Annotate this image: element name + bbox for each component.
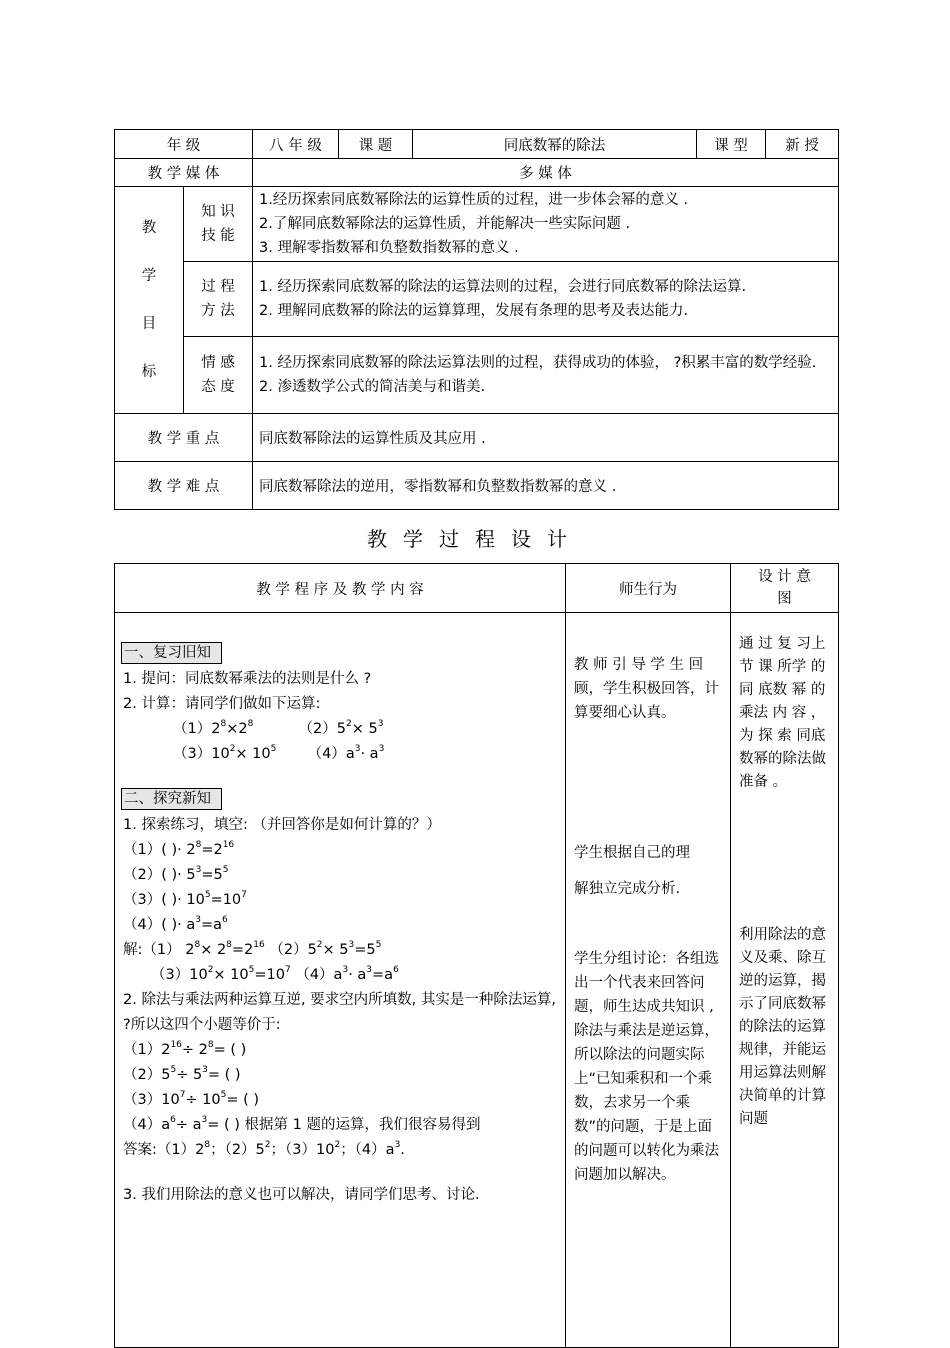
- calc-1: $(1)2^8\times 2^8$: [173, 719, 254, 737]
- objective-line: 1.经历探索同底数幂除法的运算性质的过程，进一步体会幂的意义 .: [259, 192, 689, 208]
- objectives-label: [115, 187, 184, 414]
- design-intent: [731, 613, 839, 1348]
- inverse-text: 2. 除法与乘法两种运算互逆, 要求空内所填数, 其实是一种除法运算, ?所以这四个小题等价于:: [123, 992, 556, 1033]
- objective-line: 3. 理解零指数幂和负整数指数幂的意义 .: [259, 240, 519, 256]
- section-explore: 二、探究新知: [121, 788, 222, 810]
- action-self-b: 解独立完成分析.: [574, 881, 681, 897]
- knowledge-skill-label: [184, 187, 253, 262]
- process-method-label: [184, 262, 253, 337]
- objective-line: 1. 经历探索同底数幂的除法的运算法则的过程，会进行同底数幂的除法运算.: [259, 279, 747, 295]
- process-title: 教学过程设计: [367, 527, 583, 551]
- col2-header: 师生行为: [566, 564, 731, 613]
- question-1: 1. 提问：同底数幂乘法的法则是什么 ?: [123, 671, 372, 687]
- media-label: 教 学 媒 体: [115, 159, 253, 187]
- process-method-content: [253, 262, 839, 337]
- process-label-line: 方 法: [201, 303, 235, 319]
- type-label: 课 型: [697, 130, 766, 159]
- calc-row: [123, 742, 559, 767]
- objectives-char: 标: [141, 364, 157, 380]
- topic-value: 同底数幂的除法: [413, 130, 697, 159]
- teacher-student-actions: [566, 613, 731, 1348]
- objective-line: 2. 渗透数学公式的简洁美与和谐美.: [259, 379, 486, 395]
- col3-header-line: 图: [777, 591, 792, 607]
- div-3: $(3)10^7\div 10^5=$ ( ): [123, 1090, 260, 1108]
- topic-label: 课 题: [339, 130, 413, 159]
- emotion-label-line: 态 度: [201, 379, 235, 395]
- action-self-a: 学生根据自己的理: [574, 845, 690, 861]
- grade-value: 八 年 级: [253, 130, 339, 159]
- solution-a: 解:（1） $2^8\times 2^8=2^{16}$ $(2)5^2\times 5^3=5^5$: [123, 940, 382, 958]
- action-discuss: 学生分组讨论：各组选出一个代表来回答问题，师生达成共知识 ,除法与乘法是逆运算，所以除法的问题实际上“已知乘积和一个乘数，去求另一个乘数”的问题，于是上面的问题可以转化为乘法问题加以解决。: [574, 951, 719, 1183]
- question-2: 2. 计算：请同学们做如下运算:: [123, 696, 321, 712]
- answer-line: 答案$:(1)2^8$；$(2)5^2$；$(3)10^2$；$(4)a^3$.: [123, 1140, 405, 1158]
- grade-label: 年 级: [115, 130, 253, 159]
- knowledge-skill-content: [253, 187, 839, 262]
- question-3: 3. 我们用除法的意义也可以解决，请同学们思考、讨论.: [123, 1187, 480, 1203]
- col1-header: 教 学 程 序 及 教 学 内 容: [115, 564, 566, 613]
- type-value: 新 授: [766, 130, 839, 159]
- calc-2: $(2)5^2\times 5^3$: [298, 719, 384, 737]
- objective-line: 1. 经历探索同底数幂的除法运算法则的过程，获得成功的体验， ?积累丰富的数学经验.: [259, 355, 817, 371]
- fill-3: （3）( )· $10^5=10^7$: [123, 890, 247, 908]
- intent-review: 通 过 复 习上 节 课 所学 的 同 底数 幂 的 乘法 内 容 ，为 探 索 同底数幂的除法做 准备 。: [739, 636, 826, 790]
- fill-4: （4）( )· $a^3=a^6$: [123, 915, 228, 933]
- lesson-info-table: [114, 129, 839, 510]
- objective-line: 2. 理解同底数幂的除法的运算算理，发展有条理的思考及表达能力.: [259, 303, 689, 319]
- process-label-line: 过 程: [201, 279, 235, 295]
- div-2: $(2)5^5\div 5^3=$ ( ): [123, 1065, 241, 1083]
- explore-intro: 1. 探索练习，填空: （并回答你是如何计算的？）: [123, 817, 441, 833]
- knowledge-label-line: 技 能: [201, 228, 235, 244]
- emotion-label-line: 情 感: [201, 355, 235, 371]
- intent-explore: 利用除法的意义及乘、除互逆的运算，揭示了同底数幂的除法的运算规律，并能运用运算法则解决简单的计算问题: [739, 927, 826, 1127]
- solution-b: $(3)10^2\times 10^5=10^7$ $(4)a^3\cdot a^3=a^6$: [151, 965, 399, 983]
- objective-line: 2.了解同底数幂除法的运算性质，并能解决一些实际问题 .: [259, 216, 631, 232]
- process-table: [114, 563, 839, 1348]
- teaching-content: [115, 613, 566, 1348]
- objectives-char: 教: [141, 220, 157, 236]
- calc-row: [123, 717, 559, 742]
- section-review: 一、复习旧知: [121, 642, 222, 664]
- emotion-attitude-content: [253, 337, 839, 414]
- div-1: $(1)2^{16}\div 2^8=$ ( ): [123, 1040, 247, 1058]
- action-review: 教 师 引 导 学 生 回顾，学生积极回答，计算要细心认真。: [574, 657, 719, 721]
- fill-2: （2）( )· $5^3=5^5$: [123, 865, 229, 883]
- calc-3: $(3)10^2\times 10^5$: [173, 744, 277, 762]
- media-value: 多 媒 体: [253, 159, 839, 187]
- difficulty-label: 教 学 难 点: [115, 462, 253, 510]
- difficulty-value: 同底数幂除法的逆用，零指数幂和负整数指数幂的意义 .: [253, 462, 839, 510]
- key-point-value: 同底数幂除法的运算性质及其应用 .: [253, 414, 839, 462]
- col3-header: [731, 564, 839, 613]
- objectives-char: 目: [141, 316, 157, 332]
- div-4: $(4)a^6\div a^3=$ ( ) 根据第 1 题的运算，我们很容易得到: [123, 1115, 481, 1133]
- col3-header-line: 设 计 意: [758, 569, 811, 585]
- fill-1: （1）( )· $2^8=2^{16}$: [123, 840, 235, 858]
- emotion-attitude-label: [184, 337, 253, 414]
- objectives-char: 学: [141, 268, 157, 284]
- knowledge-label-line: 知 识: [201, 204, 235, 220]
- calc-4: $(4)a^3\cdot a^3$: [307, 744, 385, 762]
- key-point-label: 教 学 重 点: [115, 414, 253, 462]
